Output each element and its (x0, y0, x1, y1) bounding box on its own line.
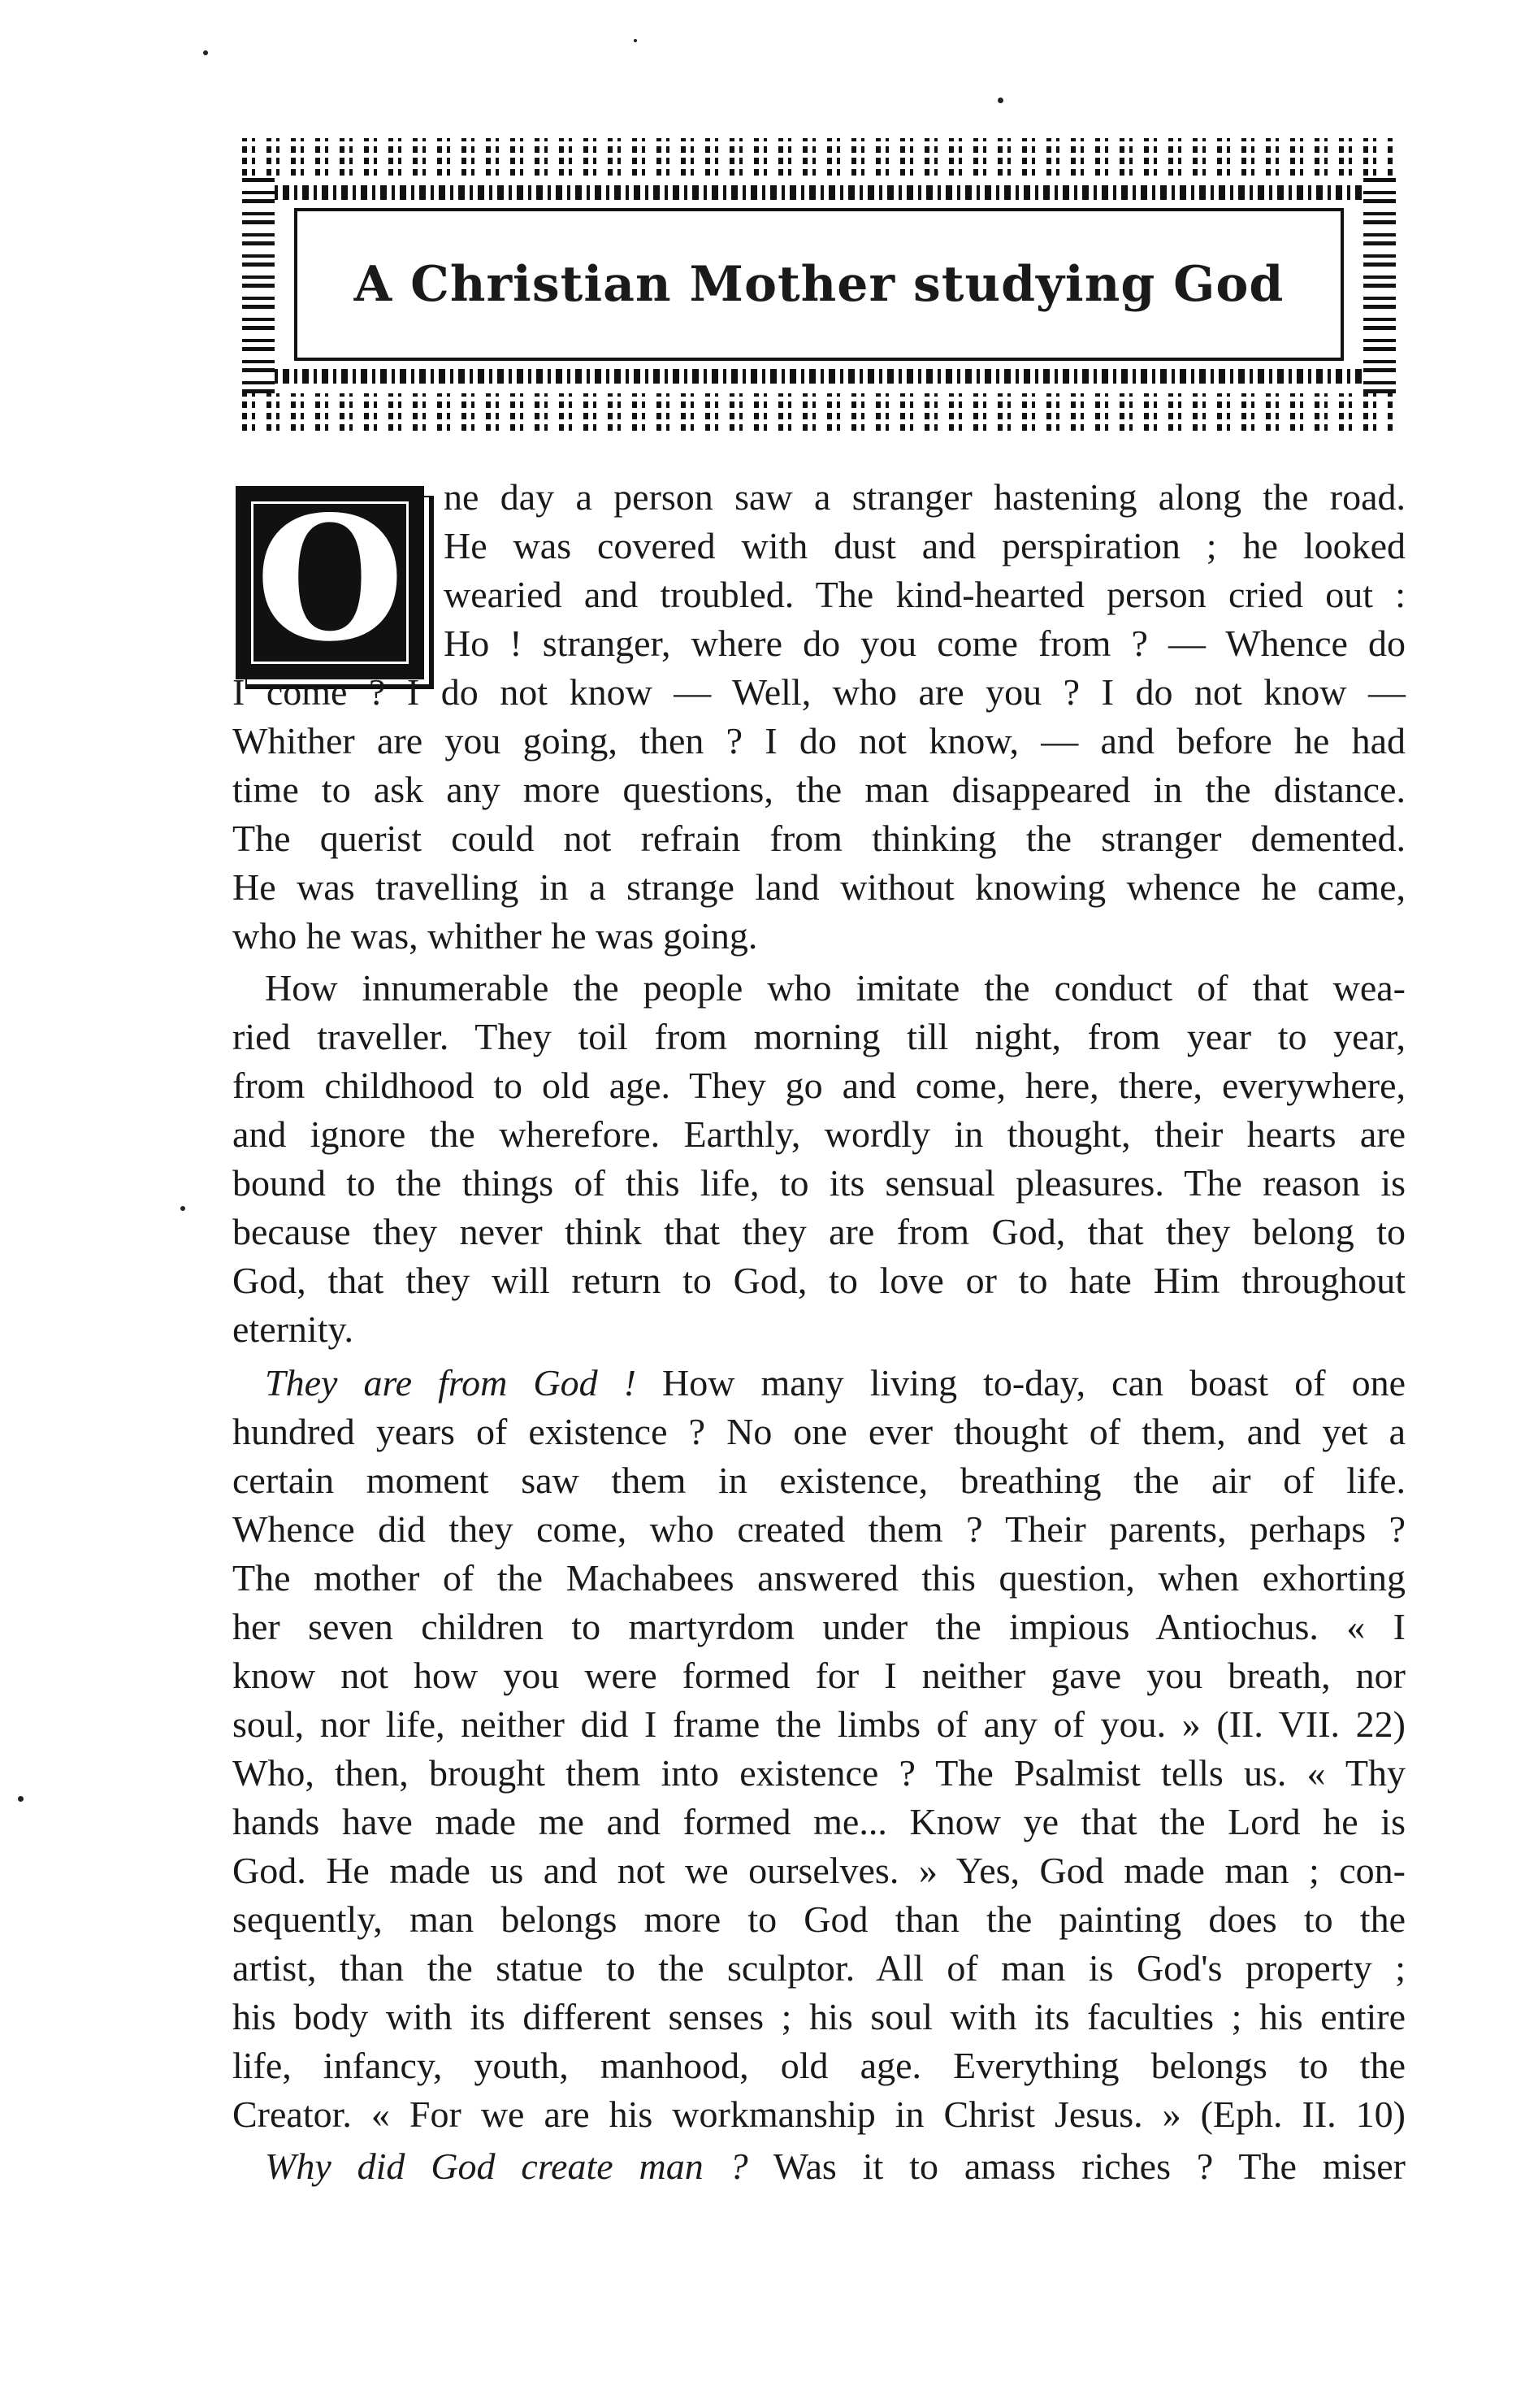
scan-speck (203, 50, 208, 55)
text-line: Whence did they come, who created them ? Their parents, perhaps ? (232, 1508, 1406, 1550)
ornamental-chain-bottom (275, 369, 1363, 384)
chapter-title: A Christian Mother studying God (353, 256, 1285, 313)
text-line: How innumerable the people who imitate the conduct of that wea- (265, 967, 1406, 1009)
text-line: her seven children to martyrdom under the impious Antiochus. « I (232, 1606, 1406, 1647)
text-line: hands have made me and formed me... Know ye that the Lord he is (232, 1801, 1406, 1842)
text-line: wearied and troubled. The kind-hearted person cried out : (444, 574, 1406, 615)
text-line: know not how you were formed for I neither gave you breath, nor (232, 1655, 1406, 1696)
ornamental-border-left (242, 176, 275, 393)
scan-speck (634, 39, 637, 42)
title-box (294, 208, 1344, 361)
text-line: ne day a person saw a stranger hastening along the road. (444, 476, 1406, 518)
text-line: hundred years of existence ? No one ever thought of them, and yet a (232, 1411, 1406, 1452)
text-line: who he was, whither he was going. (232, 915, 758, 957)
title-frame (242, 138, 1396, 431)
text-line: from childhood to old age. They go and come, here, there, everywhere, (232, 1065, 1406, 1106)
dropcap-initial (236, 478, 424, 679)
text-line: The mother of the Machabees answered this question, when exhorting (232, 1557, 1406, 1599)
text-line: because they never think that they are from God, that they belong to (232, 1211, 1406, 1252)
scan-speck (18, 1796, 24, 1802)
text-line: soul, nor life, neither did I frame the limbs of any of you. » (II. VII. 22) (232, 1703, 1406, 1745)
text-line: time to ask any more questions, the man disappeared in the distance. (232, 769, 1406, 810)
text-line: Whither are you going, then ? I do not know, — and before he had (232, 720, 1406, 761)
ornamental-border-bottom (242, 393, 1396, 431)
dropcap-letter: O (255, 478, 405, 679)
text-line: Who, then, brought them into existence ? The Psalmist tells us. « Thy (232, 1752, 1406, 1794)
italic-phrase: They are from God ! (265, 1362, 636, 1404)
scan-speck (180, 1206, 185, 1211)
text-span: How many living to-day, can boast of one (635, 1362, 1406, 1404)
text-line: sequently, man belongs more to God than the painting does to the (232, 1898, 1406, 1940)
text-line: God, that they will return to God, to love or to hate Him throughout (232, 1260, 1406, 1301)
text-line: life, infancy, youth, manhood, old age. Everything belongs to the (232, 2045, 1406, 2086)
text-line: Creator. « For we are his workmanship in Christ Jesus. » (Eph. II. 10) (232, 2093, 1406, 2135)
text-line: ried traveller. They toil from morning till night, from year to year, (232, 1016, 1406, 1057)
text-line: He was covered with dust and perspiration ; he looked (444, 525, 1406, 566)
text-line: his body with its different senses ; his soul with its faculties ; his entire (232, 1996, 1406, 2037)
ornamental-border-right (1363, 176, 1396, 393)
text-line: and ignore the wherefore. Earthly, wordly in thought, their hearts are (232, 1113, 1406, 1155)
text-line: eternity. (232, 1308, 354, 1350)
text-span: Was it to amass riches ? The miser (747, 2146, 1406, 2187)
text-line: I come ? I do not know — Well, who are you ? I do not know — (232, 671, 1406, 713)
text-line: bound to the things of this life, to its sensual pleasures. The reason is (232, 1162, 1406, 1204)
italic-phrase: Why did God create man ? (265, 2146, 748, 2187)
text-line: He was travelling in a strange land without knowing whence he came, (232, 866, 1406, 908)
text-line: artist, than the statue to the sculptor. All of man is God's property ; (232, 1947, 1406, 1989)
text-line: Ho ! stranger, where do you come from ? — Whence do (444, 623, 1406, 664)
text-line (265, 2142, 1406, 2191)
ornamental-chain-top (275, 185, 1363, 200)
text-line (265, 1359, 1406, 1408)
ornamental-border-top (242, 138, 1396, 176)
scan-speck (998, 98, 1003, 103)
text-line: God. He made us and not we ourselves. » Yes, God made man ; con- (232, 1850, 1406, 1891)
text-line: certain moment saw them in existence, breathing the air of life. (232, 1460, 1406, 1501)
text-line: The querist could not refrain from thinking the stranger demented. (232, 818, 1406, 859)
